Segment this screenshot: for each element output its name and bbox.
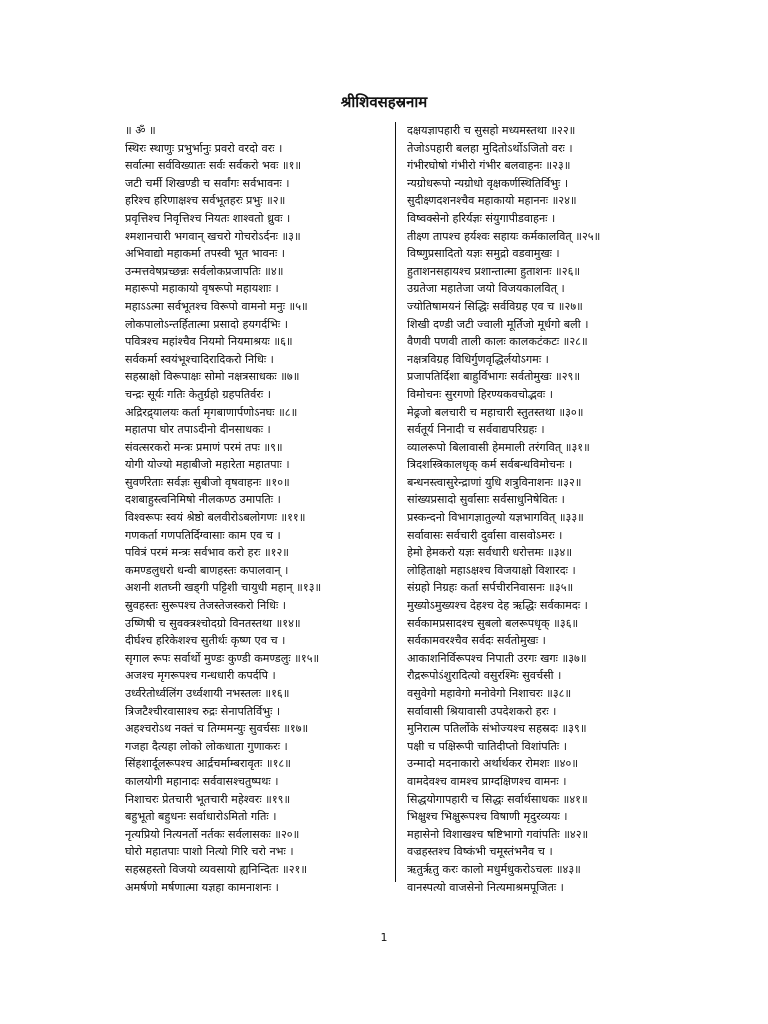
verse-line: सिंहशार्दूलरूपश्च आर्द्रचर्माम्बरावृतः ॥१८॥ bbox=[125, 757, 291, 771]
verse-line: सहस्राक्षो विरूपाक्षः सोमो नक्षत्रसाधकः ॥७॥ bbox=[125, 370, 300, 384]
verse-line: जटी चर्मी शिखण्डी च सर्वांगः सर्वभावनः । bbox=[125, 176, 290, 190]
verse-line: बन्धनस्त्वासुरेन्द्राणां युधि शत्रुविनाशनः ॥३२॥ bbox=[407, 475, 582, 489]
verse-line: सिद्धयोगापहारी च सिद्धः सर्वार्थसाधकः ॥४१॥ bbox=[407, 792, 588, 806]
verse-line: ऋतुर्ऋतु करः कालो मधुर्मधुकरोऽचलः ॥४३॥ bbox=[407, 862, 581, 876]
verse-line: सांख्यप्रसादो सुर्वासाः सर्वसाधुनिषेवितः । bbox=[407, 493, 565, 507]
verse-line: हरिश्च हरिणाक्षश्च सर्वभूतहरः प्रभुः ॥२॥ bbox=[125, 194, 286, 208]
verse-line: अद्रिरद्र्यालयः कर्ता मृगबाणार्पणोऽनघः ॥८॥ bbox=[125, 405, 298, 419]
verse-line: दीर्घश्च हरिकेशश्च सुतीर्थः कृष्ण एव च । bbox=[125, 634, 286, 648]
page-number: 1 bbox=[380, 931, 388, 944]
verse-line: सुदीक्ष्णदशनश्चैव महाकायो महाननः ॥२४॥ bbox=[407, 194, 577, 208]
verse-line: प्रस्कन्दनो विभागज्ञातुल्यो यज्ञभागवित् ॥३३॥ bbox=[407, 511, 584, 525]
verse-line: नृत्यप्रियो नित्यनर्तो नर्तकः सर्वलासकः ॥२०॥ bbox=[125, 827, 300, 841]
verse-line: घोरो महातपाः पाशो नित्यो गिरि चरो नभः । bbox=[125, 845, 294, 859]
verse-line: सुवर्णरेताः सर्वज्ञः सुबीजो वृषवाहनः ॥१०॥ bbox=[125, 475, 290, 489]
verse-line: पक्षी च पक्षिरूपी चातिदीप्तो विशांपतिः । bbox=[407, 739, 567, 753]
verse-line: कालयोगी महानादः सर्ववासश्चतुष्पथः । bbox=[125, 774, 279, 788]
verse-line: स्रुवहस्तः सुरूपश्च तेजस्तेजस्करो निधिः । bbox=[125, 599, 287, 613]
verse-line: सर्वतूर्य निनादी च सर्ववाद्यपरिग्रहः । bbox=[407, 423, 545, 437]
verse-line: उन्मादो मदनाकारो अर्थार्थकर रोमशः ॥४०॥ bbox=[407, 757, 579, 771]
verse-line: त्रिदशस्त्रिकालधृक् कर्म सर्वबन्धविमोचनः । bbox=[407, 458, 573, 472]
verse-line: नक्षत्रविग्रह विधिर्गुणवृद्धिर्लयोऽगमः । bbox=[407, 352, 549, 366]
verse-line: मेढ्रजो बलचारी च महाचारी स्तुतस्तथा ॥३०॥ bbox=[407, 405, 584, 419]
verse-line: सर्वकर्मा स्वयंभूश्चादिरादिकरो निधिः । bbox=[125, 352, 274, 366]
verse-line: भिक्षुश्च भिक्षुरूपश्च विषाणी मृदुरव्ययः । bbox=[407, 810, 568, 824]
verse-line: न्यग्रोधरूपो न्यग्रोधो वृक्षकर्णस्थितिर्विभुः । bbox=[407, 176, 569, 190]
verse-line: सहस्रहस्तो विजयो व्यवसायो ह्यनिन्दितः ॥२१॥ bbox=[125, 862, 308, 876]
verse-line: कमण्डलुधरो धन्वी बाणहस्तः कपालवान् । bbox=[125, 563, 289, 577]
verse-line: उन्मत्तवेषप्रच्छन्नः सर्वलोकप्रजापतिः ॥४॥ bbox=[125, 264, 284, 278]
verse-line: ॥ ॐ ॥ bbox=[125, 124, 156, 137]
verse-line: मुख्योऽमुख्यश्च देहश्च देह ऋद्धिः सर्वकामदः । bbox=[407, 599, 588, 613]
verse-line: हुताशनसहायश्च प्रशान्तात्मा हुताशनः ॥२६॥ bbox=[407, 264, 581, 278]
verse-line: वैणवी पणवी ताली कालः कालकटंकटः ॥२८॥ bbox=[407, 335, 588, 349]
column-divider bbox=[395, 122, 396, 882]
verse-line: वसुवेगो महावेगो मनोवेगो निशाचरः ॥३८॥ bbox=[407, 687, 572, 700]
verse-line: सृगाल रूपः सर्वार्थो मुण्डः कुण्डी कमण्डलुः ॥१५॥ bbox=[125, 651, 320, 665]
verse-line: लोकपालोऽन्तर्हितात्मा प्रसादो हयगर्दभिः । bbox=[125, 317, 288, 331]
left-column bbox=[125, 122, 387, 896]
verse-line: विमोचनः सुरगणो हिरण्यकवचोद्भवः । bbox=[407, 387, 553, 401]
verse-line: प्रजापतिर्दिशा बाहुर्विभागः सर्वतोमुखः ॥२९॥ bbox=[407, 370, 581, 384]
verse-line: विश्वरूपः स्वयं श्रेष्ठो बलवीरोऽबलोगणः ॥११॥ bbox=[125, 511, 306, 525]
verse-line: पवित्रं परमं मन्त्रः सर्वभाव करो हरः ॥१२॥ bbox=[125, 546, 290, 560]
verse-line: दक्षयज्ञापहारी च सुसहो मध्यमस्तथा ॥२२॥ bbox=[407, 124, 576, 137]
verse-line: सर्वावासः सर्वचारी दुर्वासा वासवोऽमरः । bbox=[407, 528, 563, 542]
verse-line: विष्णुप्रसादितो यज्ञः समुद्रो वडवामुखः । bbox=[407, 247, 560, 261]
verse-line: श्मशानचारी भगवान् खचरो गोचरोऽर्दनः ॥३॥ bbox=[125, 229, 301, 243]
verse-line: महाऽऽत्मा सर्वभूतश्च विरूपो वामनो मनुः ॥५॥ bbox=[125, 299, 308, 313]
verse-line: हेमो हेमकरो यज्ञः सर्वधारी धरोत्तमः ॥३४॥ bbox=[407, 546, 573, 560]
verse-line: उग्रतेजा महातेजा जयो विजयकालवित् । bbox=[407, 282, 565, 296]
verse-line: उर्ध्वरेतोर्ध्वलिंग उर्ध्वशायी नभस्तलः ॥१६॥ bbox=[125, 687, 290, 700]
verse-line: पवित्रश्च महांश्चैव नियमो नियमाश्रयः ॥६॥ bbox=[125, 335, 293, 349]
verse-line: दशबाहुस्त्वनिमिषो नीलकण्ठ उमापतिः । bbox=[125, 493, 281, 507]
verse-line: आकाशनिर्विरूपश्च निपाती उरगः खगः ॥३७॥ bbox=[407, 651, 587, 665]
verse-line: संवत्सरकरो मन्त्रः प्रमाणं परमं तपः ॥९॥ bbox=[125, 440, 283, 454]
verse-line: विष्वक्सेनो हरिर्यज्ञः संयुगापीडवाहनः । bbox=[407, 211, 556, 225]
verse-line: सर्वात्मा सर्वविख्यातः सर्वः सर्वकरो भवः ॥१॥ bbox=[125, 159, 302, 173]
verse-line: योगी योज्यो महाबीजो महारेता महातपाः । bbox=[125, 458, 290, 472]
verse-line: अजश्च मृगरूपश्च गन्धधारी कपर्दपि । bbox=[125, 669, 276, 683]
verse-line: वामदेवश्च वामश्च प्राग्दक्षिणश्च वामनः । bbox=[407, 774, 567, 788]
verse-line: सर्वकामवरश्चैव सर्वदः सर्वतोमुखः । bbox=[407, 634, 546, 648]
verse-line: प्रवृत्तिश्च निवृत्तिश्च नियतः शाश्वतो ध्रुवः । bbox=[125, 211, 291, 225]
page-title: श्रीशिवसहस्रनाम bbox=[340, 93, 428, 111]
verse-line: शिखी दण्डी जटी ज्वाली मूर्तिजो मूर्धगो बली । bbox=[407, 317, 589, 331]
verse-line: महातपा घोर तपाऽदीनो दीनसाधकः । bbox=[125, 423, 271, 437]
verse-line: तेजोऽपहारी बलहा मुदितोऽर्थोऽजितो वरः । bbox=[407, 141, 573, 155]
verse-line: स्थिरः स्थाणुः प्रभुर्भानुः प्रवरो वरदो वरः । bbox=[125, 141, 283, 155]
verse-line: तीक्ष्ण तापश्च हर्यश्वः सहायः कर्मकालवित् ॥२५॥ bbox=[407, 229, 601, 243]
verse-line: चन्द्रः सूर्यः गतिः केतुर्ग्रहो ग्रहपतिर्वरः । bbox=[125, 387, 271, 401]
verse-line: सर्वकामप्रसादश्च सुबलो बलरूपधृक् ॥३६॥ bbox=[407, 616, 579, 630]
verse-line: व्यालरूपो बिलावासी हेममाली तरंगवित् ॥३१॥ bbox=[407, 440, 590, 454]
verse-line: गजहा दैत्यहा लोको लोकधाता गुणाकरः । bbox=[125, 739, 288, 753]
verse-line: निशाचरः प्रेतचारी भूतचारी महेश्वरः ॥१९॥ bbox=[125, 792, 291, 806]
verse-line: सर्वावासी श्रियावासी उपदेशकरो हरः । bbox=[407, 704, 557, 718]
verse-line: ज्योतिषामयनं सिद्धिः सर्वविग्रह एव च ॥२७॥ bbox=[407, 299, 583, 313]
verse-line: अहश्चरोऽथ नक्तं च तिग्ममन्युः सुवर्चसः ॥१७॥ bbox=[125, 722, 309, 736]
right-column bbox=[407, 122, 655, 896]
verse-line: महारूपो महाकायो वृषरूपो महायशाः । bbox=[125, 282, 279, 296]
verse-line: गंभीरघोषो गंभीरो गंभीर बलवाहनः ॥२३॥ bbox=[407, 159, 571, 173]
verse-line: अमर्षणो मर्षणात्मा यज्ञहा कामनाशनः । bbox=[125, 880, 279, 894]
verse-line: लोहिताक्षो महाऽक्षश्च विजयाक्षो विशारदः । bbox=[407, 563, 576, 577]
verse-line: अभिवाद्यो महाकर्मा तपस्वी भूत भावनः । bbox=[125, 247, 285, 261]
verse-line: महासेनो विशाखश्च षष्टिभागो गवांपतिः ॥४२॥ bbox=[407, 827, 589, 841]
verse-line: उष्णिषी च सुवक्त्रश्चोदग्रो विनतस्तथा ॥१४॥ bbox=[125, 616, 301, 630]
verse-line: मुनिरात्म पतिर्लोके संभोज्यश्च सहस्रदः ॥३९॥ bbox=[407, 722, 587, 736]
verse-line: रौद्ररूपोऽंशुरादित्यो वसुरश्मिः सुवर्चसी । bbox=[407, 669, 562, 683]
verse-line: गणकर्ता गणपतिर्दिग्वासाः काम एव च । bbox=[125, 528, 281, 542]
verse-line: संग्रहो निग्रहः कर्ता सर्पचीरनिवासनः ॥३५॥ bbox=[407, 581, 574, 595]
verse-line: बहुभूतो बहुधनः सर्वाधारोऽमितो गतिः । bbox=[125, 810, 277, 824]
verse-line: अशनी शतघ्नी खड्गी पट्टिशी चायुधी महान् ॥१३॥ bbox=[125, 581, 322, 595]
verse-line: वज्रहस्तश्च विष्कंभी चमूस्तंभनैव च । bbox=[407, 845, 553, 859]
verse-line: वानस्पत्यो वाजसेनो नित्यमाश्रमपूजितः । bbox=[407, 880, 564, 894]
verse-line: त्रिजटैश्चीरवासाश्च रुद्रः सेनापतिर्विभुः । bbox=[125, 704, 281, 718]
